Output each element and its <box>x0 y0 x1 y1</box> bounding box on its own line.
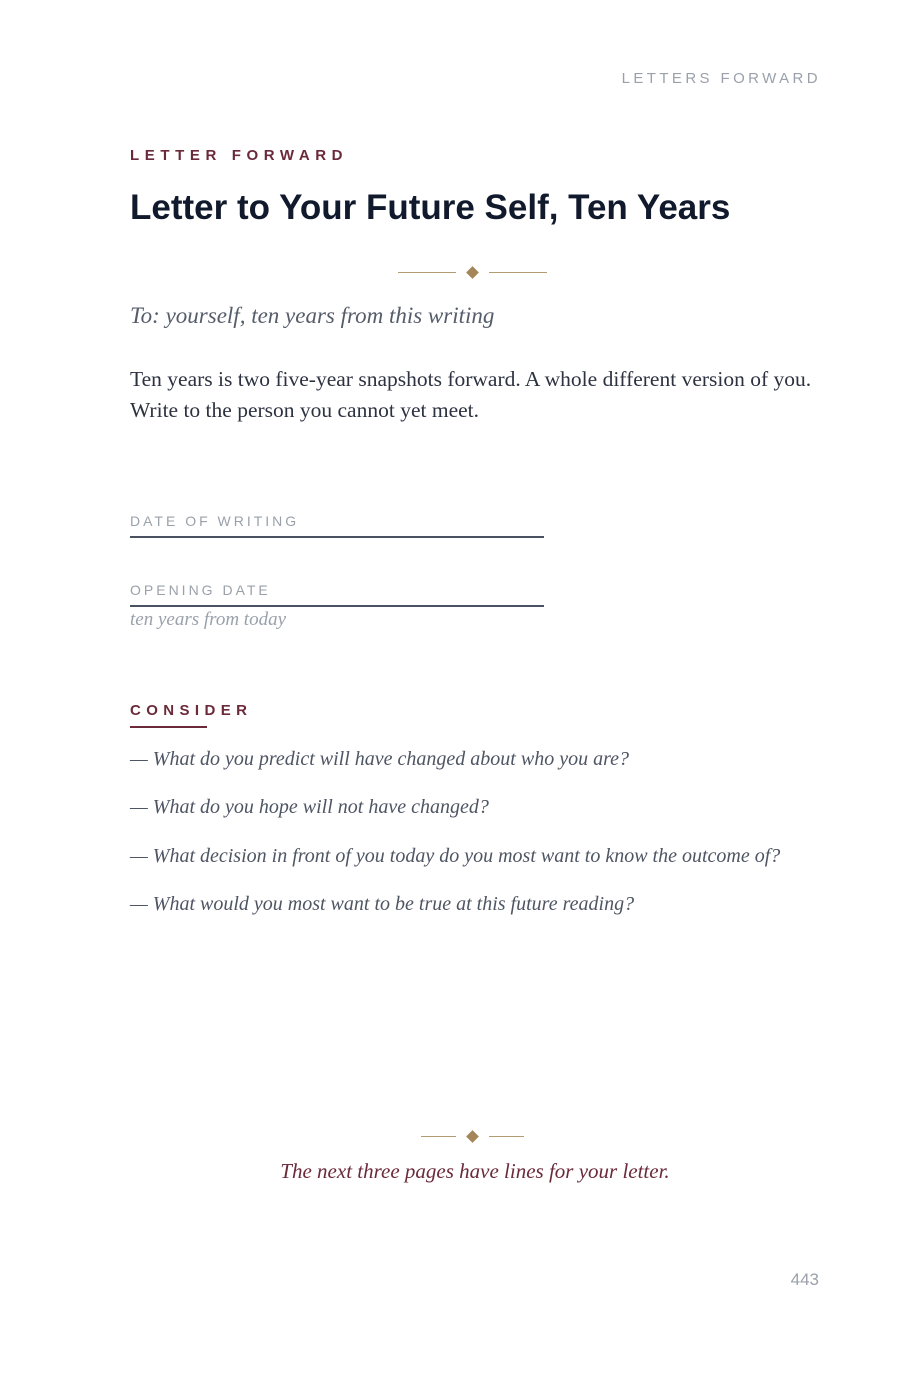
prompt-item: — What would you most want to be true at this future reading? <box>130 892 635 915</box>
diamond-icon <box>466 1130 479 1143</box>
divider-line-right <box>489 272 547 273</box>
diamond-divider-icon <box>398 265 547 279</box>
diamond-icon <box>466 266 479 279</box>
prompt-item: — What do you predict will have changed about who you are? <box>130 748 629 770</box>
recipient-line: To: yourself, ten years from this writing <box>130 303 495 328</box>
consider-underline <box>130 726 207 728</box>
divider-line-left <box>398 272 456 273</box>
divider-line-left <box>421 1136 456 1137</box>
prompt-item: — What decision in front of you today do you most want to know the outcome of? <box>130 844 781 867</box>
date-of-writing-field[interactable] <box>130 514 544 538</box>
page-title: Letter to Your Future Self, Ten Years <box>130 188 731 227</box>
opening-date-label: OPENING DATE <box>130 582 271 598</box>
intro-paragraph: Ten years is two five-year snapshots forward. A whole different version of you. Write to the person you cannot yet meet. <box>130 367 812 422</box>
consider-prompts <box>130 745 780 938</box>
divider-line-right <box>489 1136 524 1137</box>
consider-heading: CONSIDER <box>130 702 253 719</box>
opening-date-field[interactable] <box>130 583 544 607</box>
date-of-writing-label: DATE OF WRITING <box>130 513 300 529</box>
section-kicker: LETTER FORWARD <box>130 147 349 164</box>
page-number: 443 <box>790 1270 819 1289</box>
prompt-item: — What do you hope will not have changed? <box>130 796 489 819</box>
diamond-divider-icon <box>421 1129 524 1143</box>
opening-date-hint: ten years from today <box>130 609 287 630</box>
running-head: LETTERS FORWARD <box>621 70 821 87</box>
footer-note: The next three pages have lines for your letter. <box>280 1159 670 1183</box>
